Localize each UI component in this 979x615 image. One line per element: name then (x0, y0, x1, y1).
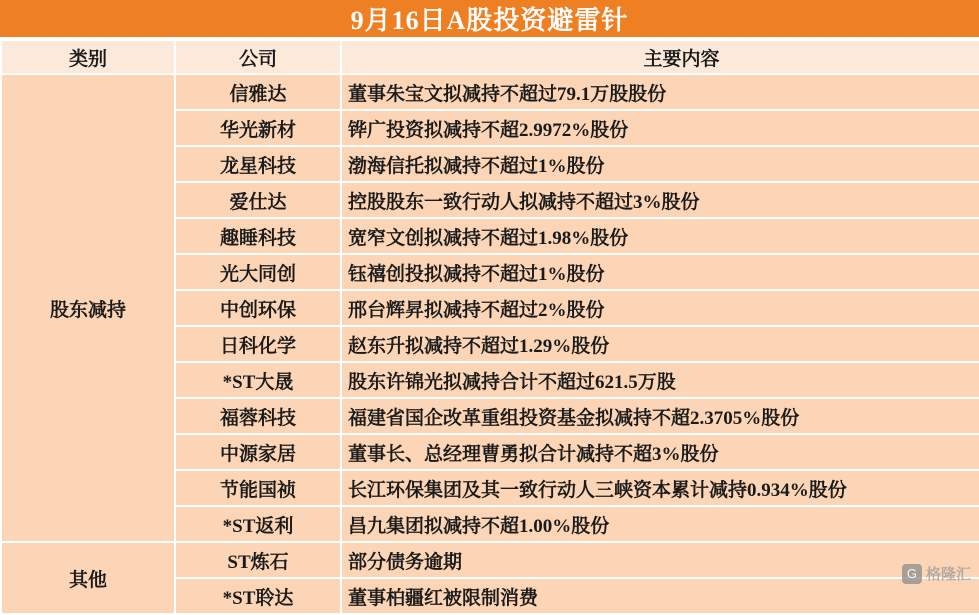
company-cell: 信雅达 (175, 74, 341, 110)
content-cell: 董事朱宝文拟减持不超过79.1万股股份 (341, 74, 979, 110)
company-cell: 福蓉科技 (175, 398, 341, 434)
company-cell: *ST聆达 (175, 578, 341, 614)
table-row (1, 542, 979, 578)
company-cell: *ST返利 (175, 506, 341, 542)
watermark (902, 563, 971, 584)
column-header-content: 主要内容 (341, 40, 979, 74)
content-cell: 董事长、总经理曹勇拟合计减持不超3%股份 (341, 434, 979, 470)
content-cell: 昌九集团拟减持不超1.00%股份 (341, 506, 979, 542)
column-header-category: 类别 (1, 40, 175, 74)
content-cell: 赵东升拟减持不超过1.29%股份 (341, 326, 979, 362)
company-cell: 中源家居 (175, 434, 341, 470)
content-cell: 钰禧创投拟减持不超过1%股份 (341, 254, 979, 290)
table-header-row (1, 40, 979, 74)
column-header-company: 公司 (175, 40, 341, 74)
table-body (1, 74, 979, 614)
content-cell: 铧广投资拟减持不超2.9972%股份 (341, 110, 979, 146)
company-cell: 华光新材 (175, 110, 341, 146)
content-cell: 邢台辉昇拟减持不超过2%股份 (341, 290, 979, 326)
table-header (1, 40, 979, 74)
company-cell: 龙星科技 (175, 146, 341, 182)
content-cell: 福建省国企改革重组投资基金拟减持不超2.3705%股份 (341, 398, 979, 434)
content-cell: 长江环保集团及其一致行动人三峡资本累计减持0.934%股份 (341, 470, 979, 506)
company-cell: 日科化学 (175, 326, 341, 362)
company-cell: 爱仕达 (175, 182, 341, 218)
company-cell: ST炼石 (175, 542, 341, 578)
watermark-logo-icon: G (902, 564, 922, 584)
company-cell: 中创环保 (175, 290, 341, 326)
company-cell: 趣睡科技 (175, 218, 341, 254)
page-title: 9月16日A股投资避雷针 (350, 6, 629, 35)
company-cell: 节能国祯 (175, 470, 341, 506)
table-row (1, 74, 979, 110)
category-cell-shareholder-reduction: 股东减持 (1, 74, 175, 542)
avoid-risk-table (0, 39, 979, 615)
content-cell: 董事柏疆红被限制消费 (341, 578, 979, 614)
company-cell: *ST大晟 (175, 362, 341, 398)
page-title-bar (0, 0, 979, 39)
content-cell: 渤海信托拟减持不超过1%股份 (341, 146, 979, 182)
company-cell: 光大同创 (175, 254, 341, 290)
content-cell: 宽窄文创拟减持不超过1.98%股份 (341, 218, 979, 254)
content-cell: 部分债务逾期 (341, 542, 979, 578)
watermark-text: 格隆汇 (925, 566, 971, 583)
category-cell-other: 其他 (1, 542, 175, 614)
content-cell: 控股股东一致行动人拟减持不超过3%股份 (341, 182, 979, 218)
content-cell: 股东许锦光拟减持合计不超过621.5万股 (341, 362, 979, 398)
